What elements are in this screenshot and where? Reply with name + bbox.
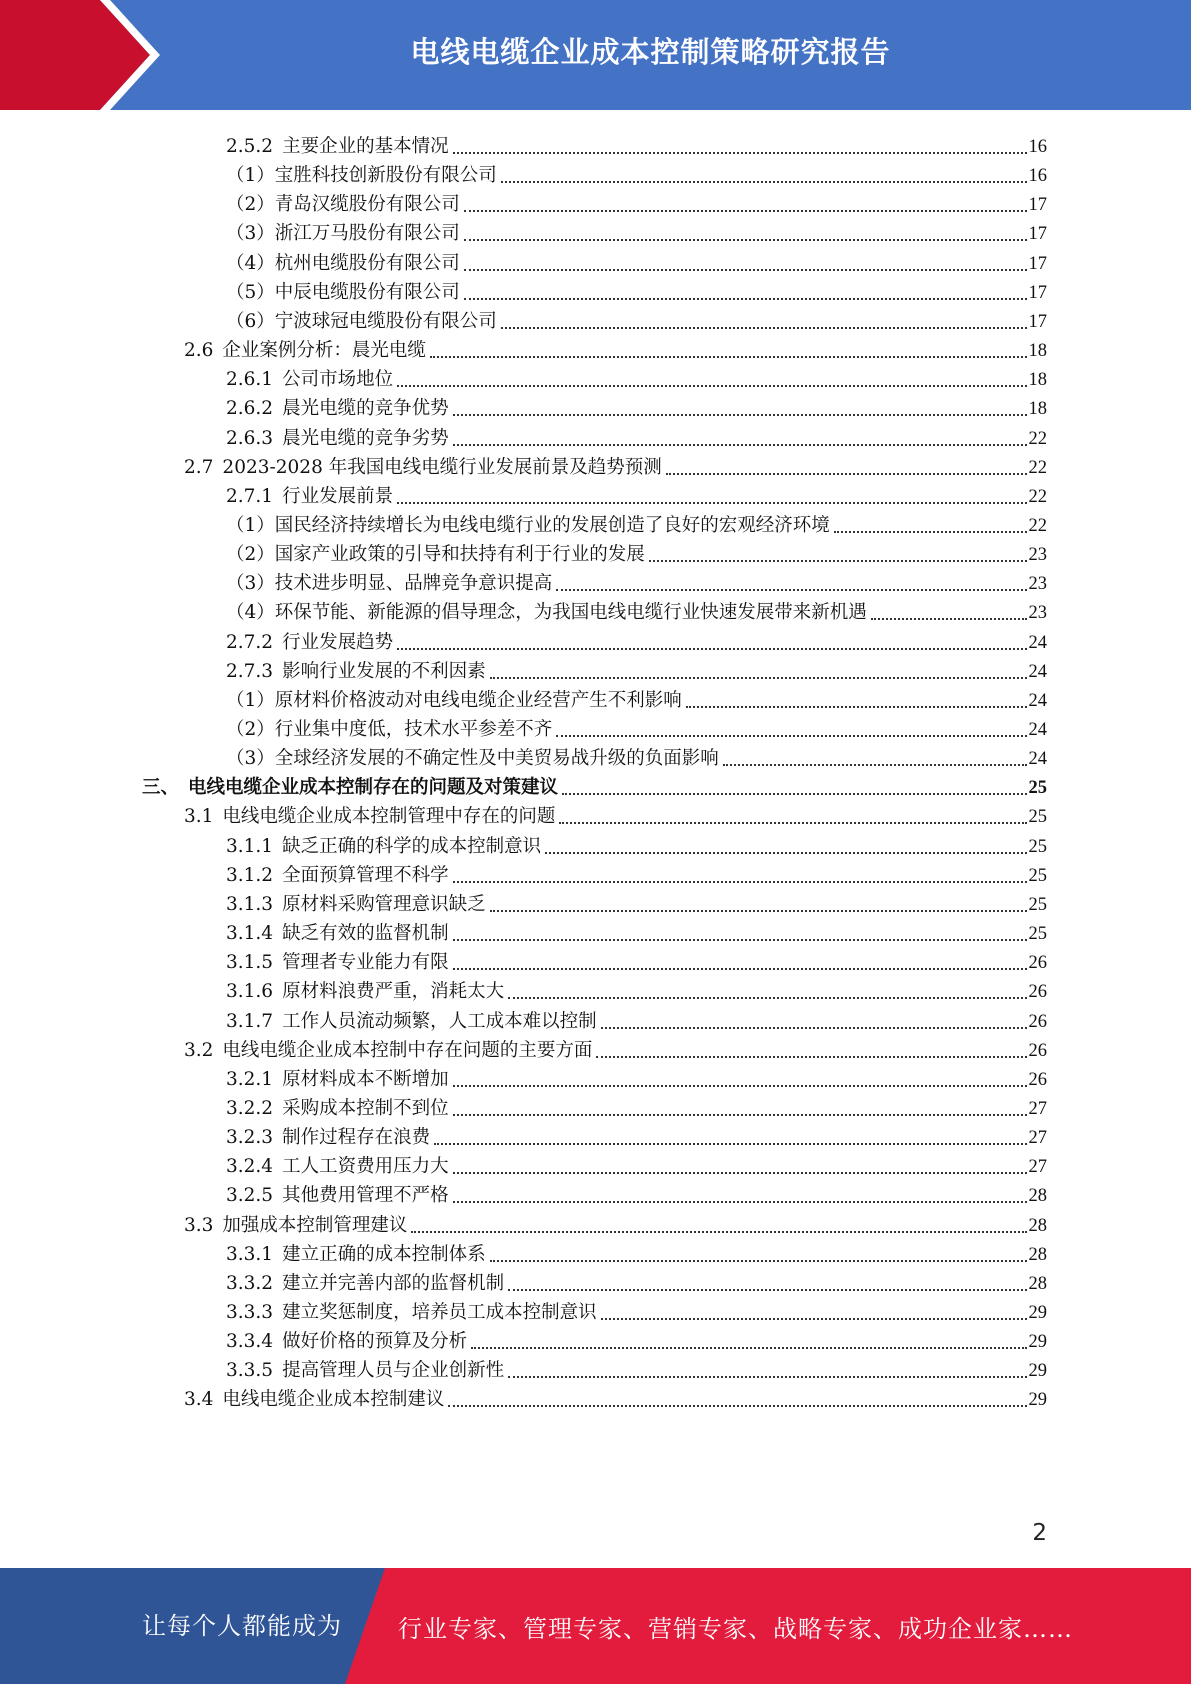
toc-entry-title: 青岛汉缆股份有限公司: [274, 194, 460, 216]
toc-entry-page: 24: [1028, 720, 1047, 740]
toc-entry-number: （5）: [226, 281, 275, 303]
toc-entry[interactable]: [226, 157, 1047, 188]
toc-entry-page: 29: [1028, 1303, 1047, 1323]
toc-entry[interactable]: [226, 711, 1047, 742]
toc-entry-title: 企业案例分析：晨光电缆: [222, 340, 426, 362]
toc-entry-title: 浙江万马股份有限公司: [274, 223, 460, 245]
toc-entry-title: 全面预算管理不科学: [282, 864, 449, 886]
toc-entry-title: 中辰电缆股份有限公司: [274, 281, 460, 303]
toc-entry-page: 23: [1028, 574, 1047, 595]
toc-dot-leader: [562, 793, 1026, 795]
toc-entry-page: 26: [1028, 982, 1047, 1003]
toc-dot-leader: [490, 1260, 1027, 1262]
report-title: 电线电缆企业成本控制策略研究报告: [410, 35, 891, 69]
toc-entry-number: 2.6: [184, 340, 214, 362]
toc-entry-page: 23: [1028, 603, 1047, 624]
toc-dot-leader: [723, 764, 1027, 766]
toc-entry[interactable]: [226, 1352, 1047, 1383]
toc-dot-leader: [397, 648, 1026, 650]
toc-entry-title: 缺乏正确的科学的成本控制意识: [282, 835, 542, 857]
toc-dot-leader: [596, 1056, 1026, 1058]
toc-entry-title: 制作过程存在浪费: [282, 1127, 431, 1149]
toc-entry-number: 2.5.2: [226, 136, 274, 157]
toc-dot-leader: [666, 473, 1027, 475]
toc-dot-leader: [501, 327, 1027, 329]
toc-entry-title: 主要企业的基本情况: [282, 136, 449, 157]
toc-entry-page: 18: [1028, 341, 1047, 362]
toc-entry-title: 工人工资费用压力大: [282, 1156, 449, 1178]
toc-entry-page: 23: [1028, 545, 1047, 566]
toc-entry-page: 28: [1028, 1215, 1047, 1236]
toc-entry-title: 宝胜科技创新股份有限公司: [274, 165, 497, 187]
toc-entry[interactable]: [226, 886, 1047, 917]
toc-entry-page: 26: [1028, 1040, 1047, 1061]
toc-entry[interactable]: [142, 769, 1047, 800]
toc-dot-leader: [430, 356, 1027, 358]
toc-entry-page: 18: [1028, 370, 1047, 391]
toc-entry-title: 宁波球冠电缆股份有限公司: [274, 310, 497, 332]
toc-dot-leader: [508, 1289, 1026, 1291]
toc-dot-leader: [453, 939, 1027, 941]
toc-entry-number: 3.1.7: [226, 1010, 274, 1032]
toc-dot-leader: [397, 385, 1026, 387]
header-red-arrow: [0, 0, 150, 110]
toc-entry-title: 原材料浪费严重，消耗太大: [282, 981, 505, 1003]
toc-entry[interactable]: [226, 215, 1047, 246]
toc-entry[interactable]: [226, 361, 1047, 392]
toc-dot-leader: [448, 1405, 1026, 1407]
toc-entry-number: 3.3.5: [226, 1360, 274, 1382]
toc-dot-leader: [464, 269, 1027, 271]
toc-dot-leader: [411, 1231, 1026, 1233]
toc-entry-page: 27: [1028, 1157, 1047, 1178]
toc-entry-title: 电线电缆企业成本控制管理中存在的问题: [222, 806, 556, 828]
toc-entry-page: 24: [1028, 632, 1047, 653]
toc-entry[interactable]: [226, 420, 1047, 451]
toc-entry-title: 管理者专业能力有限: [282, 952, 449, 974]
toc-entry-number: 3.2.1: [226, 1068, 274, 1090]
toc-entry-title: 建立奖惩制度，培养员工成本控制意识: [282, 1302, 597, 1323]
toc-entry-page: 25: [1028, 894, 1047, 915]
toc-dot-leader: [464, 239, 1027, 241]
toc-entry-number: （6）: [226, 310, 275, 332]
toc-entry[interactable]: [226, 682, 1047, 713]
toc-dot-leader: [434, 1143, 1026, 1145]
toc-entry-number: （2）: [226, 544, 275, 566]
toc-entry-page: 16: [1028, 166, 1047, 187]
toc-entry[interactable]: [226, 1323, 1047, 1354]
toc-entry-page: 28: [1028, 1186, 1047, 1207]
toc-entry-number: 3.2.5: [226, 1185, 274, 1207]
toc-dot-leader: [601, 1027, 1027, 1029]
toc-entry-number: 3.1.3: [226, 893, 274, 915]
toc-entry[interactable]: [226, 128, 1047, 159]
toc-entry-title: 电线电缆企业成本控制存在的问题及对策建议: [188, 777, 559, 799]
toc-entry-number: 3.2.3: [226, 1127, 274, 1149]
toc-entry-title: 做好价格的预算及分析: [282, 1331, 468, 1353]
toc-entry-number: 2.6.2: [226, 398, 274, 420]
toc-entry[interactable]: [226, 944, 1047, 975]
toc-entry[interactable]: [226, 390, 1047, 421]
toc-entry[interactable]: [226, 536, 1047, 567]
toc-entry-number: 3.1.6: [226, 981, 274, 1003]
toc-dot-leader: [556, 589, 1026, 591]
toc-entry-title: 加强成本控制管理建议: [222, 1214, 408, 1236]
toc-entry[interactable]: [226, 303, 1047, 334]
toc-entry[interactable]: [184, 1207, 1047, 1238]
toc-entry-number: （4）: [226, 252, 275, 274]
toc-dot-leader: [464, 210, 1027, 212]
toc-entry[interactable]: [226, 1061, 1047, 1092]
toc-entry-title: 行业集中度低，技术水平参差不齐: [274, 719, 553, 740]
toc-entry-title: 杭州电缆股份有限公司: [274, 252, 460, 274]
toc-entry[interactable]: [184, 449, 1047, 480]
toc-entry-title: 缺乏有效的监督机制: [282, 923, 449, 945]
toc-entry[interactable]: [226, 1294, 1047, 1325]
toc-entry[interactable]: [226, 1236, 1047, 1267]
toc-entry-page: 17: [1028, 195, 1047, 216]
toc-entry-title: 全球经济发展的不确定性及中美贸易战升级的负面影响: [274, 748, 719, 770]
toc-entry-number: （4）: [226, 602, 275, 624]
toc-entry[interactable]: [226, 973, 1047, 1004]
toc-entry[interactable]: [226, 828, 1047, 859]
toc-dot-leader: [490, 677, 1027, 679]
toc-entry[interactable]: [226, 274, 1047, 305]
toc-entry-number: 2.6.3: [226, 427, 274, 449]
toc-entry-page: 22: [1028, 486, 1047, 507]
toc-entry[interactable]: [226, 1090, 1047, 1121]
toc-entry-page: 26: [1028, 1069, 1047, 1090]
toc-entry[interactable]: [226, 594, 1047, 625]
toc-entry-title: 电线电缆企业成本控制中存在问题的主要方面: [222, 1039, 593, 1061]
toc-entry-number: 3.3.1: [226, 1243, 274, 1265]
toc-entry-title: 原材料采购管理意识缺乏: [282, 893, 486, 915]
toc-dot-leader: [601, 1318, 1027, 1320]
toc-entry-page: 24: [1028, 749, 1047, 770]
toc-dot-leader: [649, 560, 1027, 562]
toc-entry-number: 3.2: [184, 1039, 214, 1061]
toc-entry-page: 25: [1028, 924, 1047, 945]
toc-entry-title: 原材料价格波动对电线电缆企业经营产生不利影响: [274, 689, 682, 711]
toc-entry-number: 2.7: [184, 456, 214, 478]
toc-dot-leader: [453, 1201, 1027, 1203]
toc-entry-page: 28: [1028, 1273, 1047, 1294]
toc-entry[interactable]: [226, 857, 1047, 888]
toc-entry[interactable]: [226, 653, 1047, 684]
toc-dot-leader: [686, 706, 1027, 708]
toc-dot-leader: [508, 997, 1026, 999]
toc-dot-leader: [464, 298, 1027, 300]
toc-entry[interactable]: [226, 565, 1047, 596]
toc-entry-title: 国家产业政策的引导和扶持有利于行业的发展: [274, 544, 645, 566]
toc-entry-page: 24: [1028, 690, 1047, 711]
toc-entry-title: 晨光电缆的竞争优势: [282, 398, 449, 420]
toc-entry-title: 晨光电缆的竞争劣势: [282, 427, 449, 449]
toc-entry-title: 公司市场地位: [282, 369, 394, 391]
toc-dot-leader: [545, 852, 1026, 854]
toc-entry-title: 影响行业发展的不利因素: [282, 660, 486, 682]
toc-dot-leader: [453, 444, 1027, 446]
toc-dot-leader: [453, 1114, 1027, 1116]
toc-dot-leader: [453, 414, 1027, 416]
toc-entry-page: 29: [1028, 1390, 1047, 1411]
toc-entry-number: 3.2.4: [226, 1156, 274, 1178]
toc-entry-page: 22: [1028, 515, 1047, 536]
footer-slogan-right: 行业专家、管理专家、营销专家、战略专家、成功企业家……: [398, 1615, 1073, 1643]
toc-dot-leader: [397, 502, 1026, 504]
toc-dot-leader: [501, 181, 1027, 183]
toc-entry-number: 2.6.1: [226, 369, 274, 391]
toc-entry[interactable]: [226, 478, 1047, 509]
toc-entry-page: 26: [1028, 953, 1047, 974]
toc-entry-number: 三、: [142, 777, 180, 799]
toc-dot-leader: [453, 152, 1027, 154]
toc-entry-page: 22: [1028, 428, 1047, 449]
toc-entry-title: 原材料成本不断增加: [282, 1068, 449, 1090]
toc-entry[interactable]: [226, 624, 1047, 655]
toc-entry-title: 环保节能、新能源的倡导理念，为我国电线电缆行业快速发展带来新机遇: [274, 602, 867, 624]
toc-entry[interactable]: [226, 1003, 1047, 1034]
toc-entry-page: 16: [1028, 137, 1047, 157]
toc-dot-leader: [453, 968, 1027, 970]
toc-entry-title: 建立正确的成本控制体系: [282, 1243, 486, 1265]
toc-entry-page: 25: [1028, 836, 1047, 857]
toc-entry-page: 28: [1028, 1244, 1047, 1265]
toc-entry-title: 采购成本控制不到位: [282, 1097, 449, 1119]
toc-entry-page: 25: [1028, 807, 1047, 828]
page-header: [0, 0, 1191, 110]
toc-entry-title: 国民经济持续增长为电线电缆行业的发展创造了良好的宏观经济环境: [274, 514, 830, 536]
toc-entry[interactable]: [184, 1381, 1047, 1412]
toc-entry-page: 17: [1028, 311, 1047, 332]
toc-entry[interactable]: [184, 332, 1047, 363]
toc-entry-number: （2）: [226, 719, 275, 740]
toc-dot-leader: [490, 910, 1027, 912]
toc-entry-title: 建立并完善内部的监督机制: [282, 1272, 505, 1294]
toc-entry-title: 工作人员流动频繁，人工成本难以控制: [282, 1010, 597, 1032]
toc-dot-leader: [453, 1085, 1027, 1087]
toc-entry-number: （3）: [226, 573, 275, 595]
toc-entry-title: 技术进步明显、品牌竞争意识提高: [274, 573, 553, 595]
toc-entry-title: 提高管理人员与企业创新性: [282, 1360, 505, 1382]
toc-entry-page: 17: [1028, 224, 1047, 245]
toc-entry-page: 25: [1028, 778, 1047, 799]
toc-entry-number: 3.3.4: [226, 1331, 274, 1353]
toc-entry[interactable]: [226, 245, 1047, 276]
toc-entry-page: 27: [1028, 1128, 1047, 1149]
toc-entry-page: 22: [1028, 457, 1047, 478]
toc-dot-leader: [559, 822, 1026, 824]
toc-entry[interactable]: [184, 798, 1047, 829]
toc-entry[interactable]: [226, 740, 1047, 771]
toc-dot-leader: [453, 1172, 1027, 1174]
toc-entry-number: （3）: [226, 223, 275, 245]
toc-entry-number: 2.7.2: [226, 631, 274, 653]
toc-entry[interactable]: [226, 1265, 1047, 1296]
toc-entry-number: 3.1.5: [226, 952, 274, 974]
toc-entry-number: 3.4: [184, 1389, 214, 1411]
toc-entry-page: 26: [1028, 1011, 1047, 1032]
toc-entry-page: 29: [1028, 1361, 1047, 1382]
footer-slogan-left: 让每个人都能成为: [142, 1612, 342, 1640]
toc-entry-page: 25: [1028, 865, 1047, 886]
toc-entry-number: （2）: [226, 194, 275, 216]
toc-entry[interactable]: [226, 1177, 1047, 1208]
toc-entry-page: 24: [1028, 661, 1047, 682]
toc-dot-leader: [453, 881, 1027, 883]
toc-entry-title: 行业发展趋势: [282, 631, 394, 653]
toc-entry[interactable]: [226, 1119, 1047, 1150]
toc-entry[interactable]: [226, 186, 1047, 217]
toc-entry-page: 17: [1028, 253, 1047, 274]
toc-entry-number: （1）: [226, 514, 275, 536]
toc-entry-title: 2023-2028 年我国电线电缆行业发展前景及趋势预测: [222, 456, 662, 478]
toc-entry[interactable]: [226, 915, 1047, 946]
toc-entry[interactable]: [226, 507, 1047, 538]
toc-entry-page: 27: [1028, 1098, 1047, 1119]
toc-entry-title: 电线电缆企业成本控制建议: [222, 1389, 445, 1411]
toc-entry-number: （1）: [226, 165, 275, 187]
toc-entry-number: 3.2.2: [226, 1097, 274, 1119]
toc-entry-page: 17: [1028, 282, 1047, 303]
toc-entry-number: 3.3.2: [226, 1272, 274, 1294]
toc-entry-page: 29: [1028, 1332, 1047, 1353]
toc-entry-number: 3.1: [184, 806, 214, 828]
toc-entry-number: 3.3.3: [226, 1302, 274, 1323]
toc-entry[interactable]: [184, 1032, 1047, 1063]
toc-entry-title: 其他费用管理不严格: [282, 1185, 449, 1207]
toc-dot-leader: [471, 1347, 1026, 1349]
toc-entry-number: 3.1.2: [226, 864, 274, 886]
toc-entry-page: 18: [1028, 399, 1047, 420]
toc-entry-title: 行业发展前景: [282, 485, 394, 507]
toc-entry-number: 2.7.1: [226, 485, 274, 507]
page-footer: [0, 1568, 1191, 1684]
page-number: 2: [1032, 1520, 1047, 1546]
toc-dot-leader: [871, 618, 1027, 620]
toc-entry-number: 3.1.1: [226, 835, 274, 857]
toc-entry-number: （3）: [226, 748, 275, 770]
toc-entry-number: 3.3: [184, 1214, 214, 1236]
toc-dot-leader: [508, 1376, 1026, 1378]
toc-dot-leader: [834, 531, 1027, 533]
toc-dot-leader: [556, 735, 1026, 737]
toc-entry-number: 2.7.3: [226, 660, 274, 682]
toc-entry[interactable]: [226, 1148, 1047, 1179]
toc-entry-number: （1）: [226, 689, 275, 711]
toc-entry-number: 3.1.4: [226, 923, 274, 945]
